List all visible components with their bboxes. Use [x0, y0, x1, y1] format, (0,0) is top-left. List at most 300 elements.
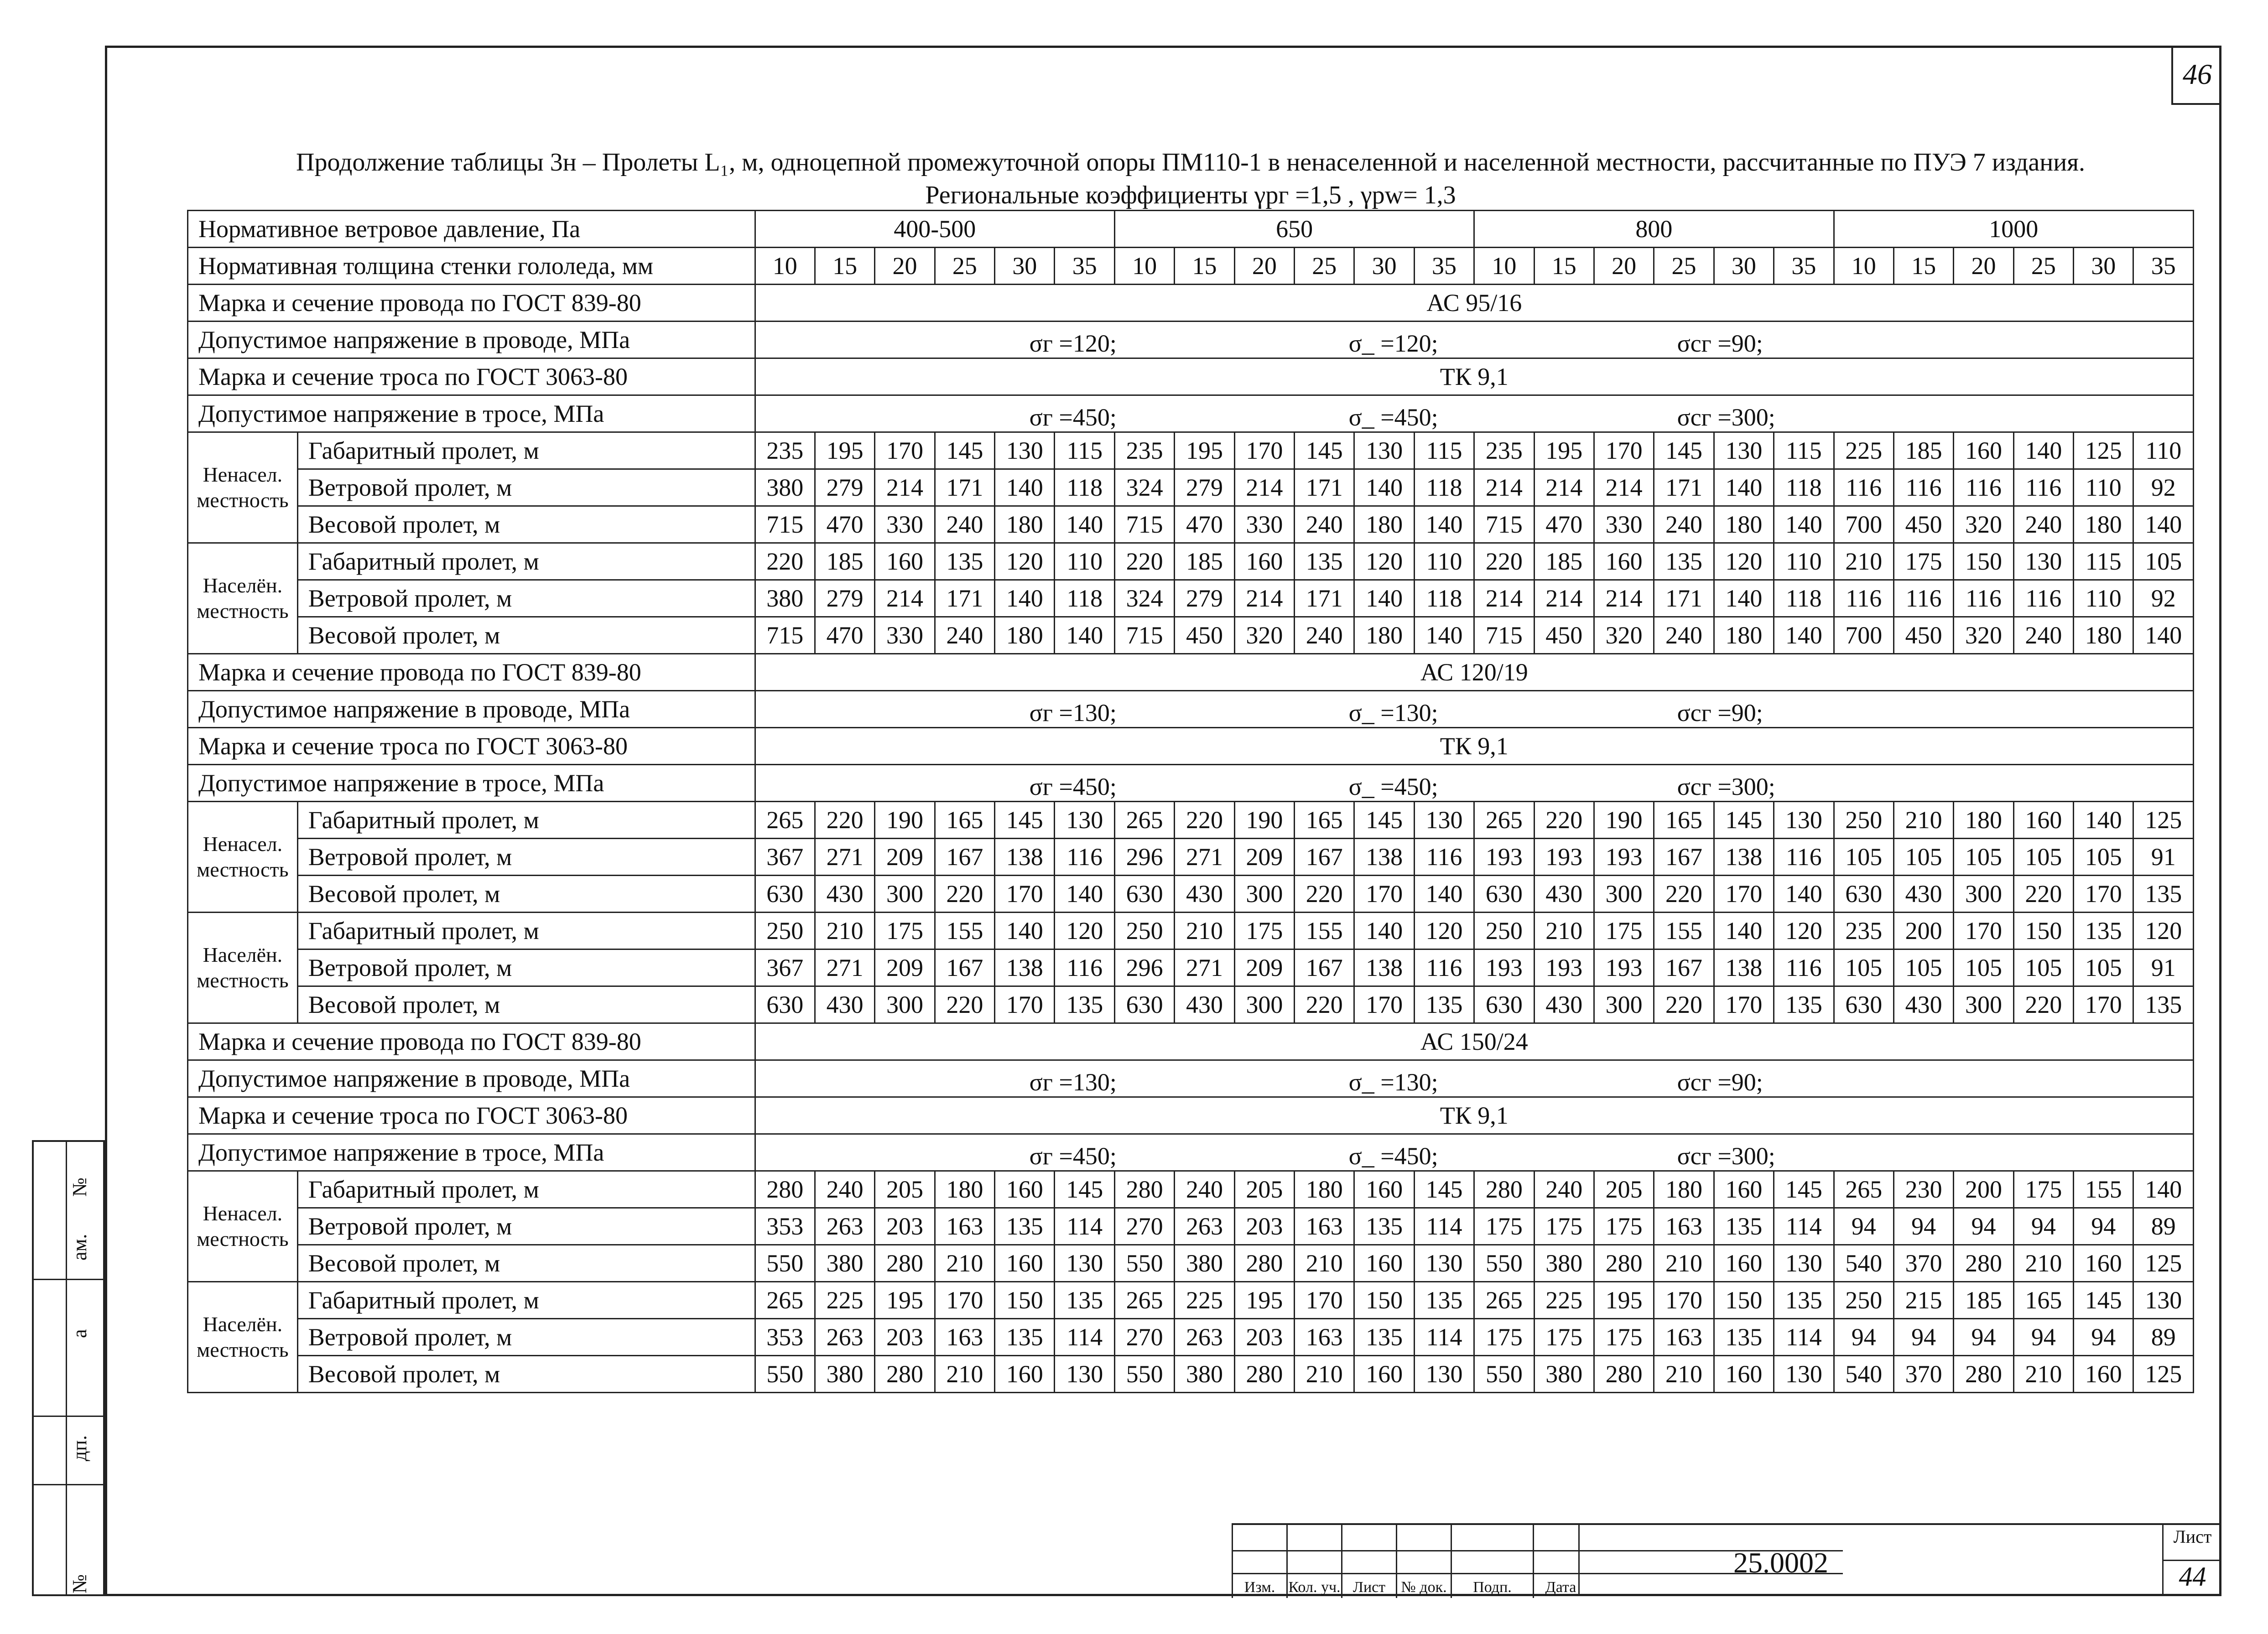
span-value: 370: [1893, 1245, 1953, 1282]
span-value: 220: [935, 986, 994, 1023]
span-value: 271: [815, 839, 874, 876]
span-value: 175: [1594, 913, 1654, 949]
span-value: 280: [1594, 1356, 1654, 1393]
table-row: [188, 432, 2194, 469]
header-row-wind: [188, 211, 2194, 248]
span-value: 116: [1834, 580, 1893, 617]
span-type-label: Весовой пролет, м: [297, 876, 755, 913]
span-value: 353: [755, 1208, 815, 1245]
ice-value: 25: [2013, 248, 2073, 285]
spans-table: [187, 210, 2194, 1393]
span-value: 450: [1534, 617, 1594, 654]
span-value: 175: [1893, 543, 1953, 580]
span-value: 214: [1594, 580, 1654, 617]
span-value: 145: [995, 802, 1055, 839]
span-value: 430: [1175, 986, 1234, 1023]
span-value: 235: [1474, 432, 1534, 469]
span-value: 130: [1414, 802, 1474, 839]
span-value: 135: [2074, 913, 2133, 949]
span-type-label: Ветровой пролет, м: [297, 1208, 755, 1245]
span-value: 235: [1834, 913, 1893, 949]
span-value: 120: [1055, 913, 1114, 949]
span-type-label: Ветровой пролет, м: [297, 839, 755, 876]
title-line-2: Региональные коэффициенты γрг =1,5 , γрw= 1,3: [925, 181, 1456, 209]
span-value: 270: [1114, 1319, 1174, 1356]
span-value: 250: [1114, 913, 1174, 949]
span-value: 115: [2074, 543, 2133, 580]
span-value: 180: [995, 617, 1055, 654]
span-value: 367: [755, 949, 815, 986]
span-value: 175: [875, 913, 935, 949]
span-value: 330: [1234, 506, 1294, 543]
wire-stress-values: [755, 691, 2193, 728]
span-value: 540: [1834, 1356, 1893, 1393]
span-value: 180: [2074, 506, 2133, 543]
span-value: 220: [1175, 802, 1234, 839]
table-row: [188, 580, 2194, 617]
side-stamp-text-3: а: [68, 1329, 91, 1338]
span-value: 170: [1234, 432, 1294, 469]
span-value: 195: [1175, 432, 1234, 469]
span-value: 175: [1474, 1208, 1534, 1245]
span-value: 270: [1114, 1208, 1174, 1245]
table-row: [188, 1319, 2194, 1356]
span-value: 167: [935, 949, 994, 986]
span-type-label: Габаритный пролет, м: [297, 543, 755, 580]
wire-grade-label: Марка и сечение провода по ГОСТ 839-80: [188, 654, 755, 691]
span-value: 220: [815, 802, 874, 839]
span-value: 210: [1534, 913, 1594, 949]
span-value: 145: [1354, 802, 1414, 839]
span-value: 94: [1954, 1319, 2013, 1356]
ice-thickness-label: Нормативная толщина стенки гололеда, мм: [188, 248, 755, 285]
cable-stress-item: σг =450;: [1029, 773, 1117, 800]
span-value: 220: [1114, 543, 1174, 580]
span-value: 94: [2074, 1319, 2133, 1356]
span-value: 135: [1055, 986, 1114, 1023]
span-value: 380: [815, 1356, 874, 1393]
sheet-label: Лист: [2173, 1526, 2212, 1547]
span-value: 150: [1354, 1282, 1414, 1319]
span-value: 89: [2133, 1208, 2194, 1245]
span-value: 180: [1714, 506, 1774, 543]
ice-value: 25: [1654, 248, 1714, 285]
ice-value: 10: [1114, 248, 1174, 285]
span-value: 180: [1354, 506, 1414, 543]
span-value: 145: [1654, 432, 1714, 469]
span-value: 170: [1295, 1282, 1354, 1319]
span-value: 214: [1534, 469, 1594, 506]
span-value: 250: [1834, 802, 1893, 839]
span-value: 130: [1055, 802, 1114, 839]
span-value: 185: [1893, 432, 1953, 469]
span-type-label: Габаритный пролет, м: [297, 913, 755, 949]
document-number: 25.0002: [1733, 1546, 1828, 1579]
span-value: 105: [1834, 839, 1893, 876]
span-value: 300: [1234, 986, 1294, 1023]
span-value: 170: [1354, 876, 1414, 913]
span-value: 240: [1654, 617, 1714, 654]
span-value: 115: [1414, 432, 1474, 469]
cable-stress-item: σсг =300;: [1677, 404, 1775, 431]
span-value: 160: [1354, 1356, 1414, 1393]
cable-stress-label: Допустимое напряжение в тросе, МПа: [188, 765, 755, 802]
ice-value: 20: [1234, 248, 1294, 285]
span-value: 171: [1295, 469, 1354, 506]
ice-value: 15: [1175, 248, 1234, 285]
span-value: 280: [1234, 1356, 1294, 1393]
span-value: 167: [1654, 839, 1714, 876]
table-row: [188, 1208, 2194, 1245]
table-row: [188, 1356, 2194, 1393]
span-value: 110: [2133, 432, 2194, 469]
stamp-col-list: Лист: [1341, 1525, 1396, 1598]
span-value: 145: [1414, 1171, 1474, 1208]
span-value: 280: [1954, 1356, 2013, 1393]
span-value: 140: [2133, 1171, 2194, 1208]
span-value: 265: [1474, 802, 1534, 839]
span-value: 170: [1354, 986, 1414, 1023]
span-value: 140: [1714, 580, 1774, 617]
stamp-col-kol: Кол. уч.: [1286, 1525, 1341, 1598]
wind-pressure-label: Нормативное ветровое давление, Па: [188, 211, 755, 248]
span-value: 116: [2013, 580, 2073, 617]
span-value: 300: [875, 876, 935, 913]
span-value: 120: [1774, 913, 1834, 949]
wire-stress-item: σ_ =120;: [1348, 330, 1438, 357]
span-value: 163: [935, 1319, 994, 1356]
span-value: 240: [1295, 617, 1354, 654]
wire-stress-item: σ_ =130;: [1348, 699, 1438, 726]
cable-grade-label: Марка и сечение троса по ГОСТ 3063-80: [188, 1097, 755, 1134]
wind-group: 400-500: [755, 211, 1114, 248]
span-value: 175: [1474, 1319, 1534, 1356]
span-value: 110: [1055, 543, 1114, 580]
span-value: 205: [1594, 1171, 1654, 1208]
span-type-label: Габаритный пролет, м: [297, 802, 755, 839]
span-value: 125: [2074, 432, 2133, 469]
span-value: 163: [1654, 1208, 1714, 1245]
cable-stress-item: σ_ =450;: [1348, 1142, 1438, 1170]
wire-stress-item: σ_ =130;: [1348, 1069, 1438, 1096]
span-value: 225: [1175, 1282, 1234, 1319]
span-value: 135: [1414, 1282, 1474, 1319]
span-value: 125: [2133, 802, 2194, 839]
span-value: 105: [1893, 949, 1953, 986]
span-value: 470: [815, 617, 874, 654]
corner-page-number: 46: [2171, 46, 2221, 105]
span-value: 170: [935, 1282, 994, 1319]
span-value: 220: [1295, 876, 1354, 913]
span-value: 160: [995, 1356, 1055, 1393]
side-stamp-text-4: дп.: [68, 1435, 91, 1461]
span-value: 630: [1474, 986, 1534, 1023]
span-value: 300: [1594, 986, 1654, 1023]
span-value: 130: [1055, 1356, 1114, 1393]
span-value: 193: [1534, 839, 1594, 876]
span-value: 140: [995, 469, 1055, 506]
span-value: 180: [1654, 1171, 1714, 1208]
span-value: 118: [1774, 580, 1834, 617]
span-value: 105: [2074, 839, 2133, 876]
span-value: 140: [1354, 580, 1414, 617]
span-value: 120: [1354, 543, 1414, 580]
span-value: 94: [1834, 1319, 1893, 1356]
span-value: 155: [2074, 1171, 2133, 1208]
span-value: 320: [1954, 506, 2013, 543]
span-value: 140: [2133, 617, 2194, 654]
span-value: 210: [1834, 543, 1893, 580]
span-value: 135: [1654, 543, 1714, 580]
span-value: 94: [1893, 1208, 1953, 1245]
span-value: 203: [875, 1319, 935, 1356]
span-value: 715: [1114, 506, 1174, 543]
span-value: 630: [755, 876, 815, 913]
span-value: 135: [1295, 543, 1354, 580]
span-value: 180: [935, 1171, 994, 1208]
span-value: 135: [1354, 1319, 1414, 1356]
span-value: 240: [1295, 506, 1354, 543]
span-value: 430: [1534, 876, 1594, 913]
span-value: 140: [1055, 876, 1114, 913]
span-value: 220: [755, 543, 815, 580]
ice-value: 35: [1055, 248, 1114, 285]
span-value: 140: [1414, 876, 1474, 913]
span-value: 450: [1893, 506, 1953, 543]
span-value: 185: [1175, 543, 1234, 580]
ice-value: 20: [1954, 248, 2013, 285]
ice-value: 15: [1534, 248, 1594, 285]
span-value: 214: [1234, 580, 1294, 617]
span-value: 170: [1714, 986, 1774, 1023]
span-value: 280: [1474, 1171, 1534, 1208]
span-value: 160: [1354, 1171, 1414, 1208]
span-value: 145: [1774, 1171, 1834, 1208]
ice-value: 20: [875, 248, 935, 285]
span-value: 271: [1175, 949, 1234, 986]
ice-value: 30: [995, 248, 1055, 285]
span-value: 214: [1234, 469, 1294, 506]
wire-stress-label: Допустимое напряжение в проводе, МПа: [188, 691, 755, 728]
span-value: 280: [1114, 1171, 1174, 1208]
ice-value: 10: [755, 248, 815, 285]
span-value: 250: [755, 913, 815, 949]
span-value: 135: [1354, 1208, 1414, 1245]
span-value: 160: [1594, 543, 1654, 580]
span-value: 105: [1834, 949, 1893, 986]
span-value: 250: [1474, 913, 1534, 949]
span-value: 210: [1893, 802, 1953, 839]
span-value: 470: [1534, 506, 1594, 543]
wire-stress-item: σсг =90;: [1677, 699, 1763, 726]
span-value: 220: [935, 876, 994, 913]
cable-grade-label: Марка и сечение троса по ГОСТ 3063-80: [188, 728, 755, 765]
span-value: 140: [1774, 876, 1834, 913]
wire-stress-item: σг =120;: [1029, 330, 1117, 357]
span-value: 550: [1114, 1356, 1174, 1393]
span-value: 91: [2133, 839, 2194, 876]
span-value: 324: [1114, 580, 1174, 617]
span-type-label: Габаритный пролет, м: [297, 432, 755, 469]
span-value: 165: [1654, 802, 1714, 839]
span-value: 190: [875, 802, 935, 839]
span-type-label: Габаритный пролет, м: [297, 1171, 755, 1208]
wire-stress-item: σг =130;: [1029, 699, 1117, 726]
wire-grade-row: [188, 654, 2194, 691]
table-row: [188, 986, 2194, 1023]
span-value: 193: [1594, 949, 1654, 986]
span-value: 92: [2133, 580, 2194, 617]
span-value: 116: [2013, 469, 2073, 506]
wire-stress-values: [755, 322, 2193, 358]
span-value: 271: [815, 949, 874, 986]
span-value: 220: [1534, 802, 1594, 839]
span-value: 193: [1534, 949, 1594, 986]
span-value: 125: [2133, 1356, 2194, 1393]
span-value: 165: [1295, 802, 1354, 839]
span-value: 235: [1114, 432, 1174, 469]
span-value: 155: [1295, 913, 1354, 949]
span-value: 550: [1114, 1245, 1174, 1282]
span-value: 180: [1714, 617, 1774, 654]
span-value: 195: [1234, 1282, 1294, 1319]
span-value: 300: [1234, 876, 1294, 913]
span-value: 203: [875, 1208, 935, 1245]
span-value: 163: [1654, 1319, 1714, 1356]
span-value: 130: [1774, 1356, 1834, 1393]
span-value: 214: [875, 469, 935, 506]
span-value: 320: [1594, 617, 1654, 654]
span-value: 185: [815, 543, 874, 580]
wire-grade-label: Марка и сечение провода по ГОСТ 839-80: [188, 285, 755, 322]
span-value: 110: [1414, 543, 1474, 580]
wind-group: 800: [1474, 211, 1834, 248]
span-value: 210: [1654, 1245, 1714, 1282]
cable-grade-row: [188, 358, 2194, 395]
span-value: 163: [935, 1208, 994, 1245]
span-value: 180: [1295, 1171, 1354, 1208]
span-value: 203: [1234, 1319, 1294, 1356]
cable-stress-label: Допустимое напряжение в тросе, МПа: [188, 1134, 755, 1171]
span-value: 116: [1414, 949, 1474, 986]
span-value: 140: [995, 580, 1055, 617]
span-type-label: Ветровой пролет, м: [297, 469, 755, 506]
cable-grade-value: ТК 9,1: [755, 358, 2193, 395]
span-value: 220: [1474, 543, 1534, 580]
span-value: 114: [1055, 1319, 1114, 1356]
span-value: 170: [1714, 876, 1774, 913]
span-value: 118: [1774, 469, 1834, 506]
span-value: 170: [995, 876, 1055, 913]
wire-grade-value: АС 120/19: [755, 654, 2193, 691]
span-value: 94: [2074, 1208, 2133, 1245]
span-type-label: Весовой пролет, м: [297, 1356, 755, 1393]
span-value: 296: [1114, 949, 1174, 986]
span-value: 171: [935, 580, 994, 617]
terrain-group-label: Ненасел. местность: [188, 1171, 298, 1282]
span-value: 130: [995, 432, 1055, 469]
span-value: 630: [1474, 876, 1534, 913]
span-value: 367: [755, 839, 815, 876]
span-value: 430: [815, 986, 874, 1023]
cable-stress-item: σ_ =450;: [1348, 404, 1438, 431]
span-value: 171: [1654, 580, 1714, 617]
span-value: 130: [1354, 432, 1414, 469]
span-value: 160: [1954, 432, 2013, 469]
span-value: 155: [1654, 913, 1714, 949]
cable-stress-values: [755, 765, 2193, 802]
side-stamp-text-2: ам.: [68, 1234, 91, 1261]
span-value: 170: [1594, 432, 1654, 469]
span-value: 175: [1594, 1319, 1654, 1356]
cable-grade-value: ТК 9,1: [755, 728, 2193, 765]
table-title: [182, 146, 2199, 212]
span-value: 135: [1774, 986, 1834, 1023]
span-value: 300: [1954, 986, 2013, 1023]
span-value: 430: [1893, 986, 1953, 1023]
cable-stress-item: σсг =300;: [1677, 773, 1775, 800]
span-value: 240: [1654, 506, 1714, 543]
span-value: 630: [755, 986, 815, 1023]
span-value: 225: [1534, 1282, 1594, 1319]
span-value: 280: [1234, 1245, 1294, 1282]
title-line-1: Продолжение таблицы 3н – Пролеты L₁, м, одноцепной промежуточной опоры ПМ110-1 в ненаселенной и населенной местности, рассчитанные по ПУЭ 7 издания.: [296, 148, 2085, 176]
table-row: [188, 802, 2194, 839]
span-value: 163: [1295, 1208, 1354, 1245]
wire-stress-row: [188, 1060, 2194, 1097]
span-value: 110: [2074, 469, 2133, 506]
span-value: 140: [1354, 469, 1414, 506]
span-value: 630: [1114, 876, 1174, 913]
side-stamp-text-1: №: [68, 1178, 91, 1197]
ice-value: 30: [1714, 248, 1774, 285]
span-value: 175: [1534, 1319, 1594, 1356]
table-row: [188, 839, 2194, 876]
wire-stress-row: [188, 691, 2194, 728]
span-value: 220: [1295, 986, 1354, 1023]
span-value: 150: [1954, 543, 2013, 580]
span-value: 120: [995, 543, 1055, 580]
span-value: 140: [2013, 432, 2073, 469]
span-value: 210: [815, 913, 874, 949]
span-value: 430: [1893, 876, 1953, 913]
span-value: 185: [1534, 543, 1594, 580]
span-value: 210: [2013, 1356, 2073, 1393]
wind-group: 1000: [1834, 211, 2193, 248]
span-value: 105: [1954, 839, 2013, 876]
span-value: 195: [1534, 432, 1594, 469]
stamp-col-date: Дата: [1533, 1525, 1587, 1598]
span-value: 130: [1774, 802, 1834, 839]
span-value: 171: [935, 469, 994, 506]
span-value: 94: [1954, 1208, 2013, 1245]
ice-value: 15: [815, 248, 874, 285]
span-value: 105: [2133, 543, 2194, 580]
span-value: 145: [1714, 802, 1774, 839]
span-value: 170: [2074, 876, 2133, 913]
cable-stress-item: σг =450;: [1029, 404, 1117, 431]
span-value: 140: [1414, 506, 1474, 543]
span-value: 92: [2133, 469, 2194, 506]
ice-value: 10: [1474, 248, 1534, 285]
wire-stress-row: [188, 322, 2194, 358]
cable-grade-value: ТК 9,1: [755, 1097, 2193, 1134]
sheet-number: 44: [2164, 1560, 2221, 1593]
span-value: 300: [1594, 876, 1654, 913]
span-value: 105: [2013, 949, 2073, 986]
span-value: 118: [1414, 580, 1474, 617]
span-value: 380: [1534, 1356, 1594, 1393]
